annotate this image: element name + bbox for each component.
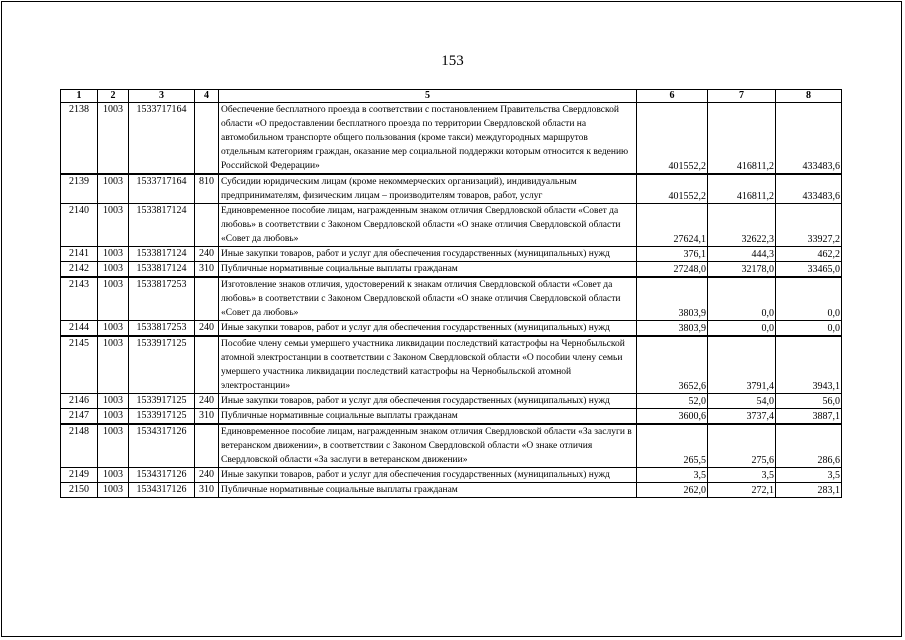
item-description: Изготовление знаков отличия, удостоверений к знакам отличия Свердловской области «Совет да любовь» в соответствии с Законом Свердловской области «О знаке отличия Свердловской области «Совет да любовь» [219,277,637,321]
target-article-code: 1533817124 [129,247,195,262]
budget-table [60,89,842,498]
table-row [61,204,842,247]
target-article-code: 1534317126 [129,483,195,498]
amount-col-7: 272,1 [708,483,776,498]
amount-col-8: 462,2 [776,247,842,262]
amount-col-7: 3737,4 [708,409,776,425]
row-number: 2143 [61,277,98,321]
row-number: 2140 [61,204,98,247]
header-cell: 2 [98,90,129,103]
amount-col-6: 3652,6 [637,336,708,394]
item-description: Публичные нормативные социальные выплаты гражданам [219,262,637,278]
amount-col-8: 283,1 [776,483,842,498]
section-code: 1003 [98,336,129,394]
table-row [61,483,842,498]
expense-type-code: 240 [195,468,219,483]
expense-type-code: 810 [195,174,219,204]
table-row [61,321,842,337]
amount-col-6: 52,0 [637,394,708,409]
expense-type-code [195,103,219,175]
item-description: Пособие члену семьи умершего участника ликвидации последствий катастрофы на Чернобыльской атомной электростанции в соответствии с Законом Свердловской области «О пособии члену семьи умершего участника ликвидации последствий катастрофы на Чернобыльской атомной электростанции» [219,336,637,394]
expense-type-code: 240 [195,247,219,262]
section-code: 1003 [98,103,129,175]
amount-col-8: 433483,6 [776,103,842,175]
amount-col-8: 0,0 [776,277,842,321]
table-row [61,468,842,483]
amount-col-6: 376,1 [637,247,708,262]
expense-type-code: 310 [195,409,219,425]
amount-col-7: 416811,2 [708,174,776,204]
row-number: 2147 [61,409,98,425]
header-cell: 4 [195,90,219,103]
expense-type-code [195,277,219,321]
target-article-code: 1533717164 [129,174,195,204]
amount-col-7: 0,0 [708,321,776,337]
target-article-code: 1533917125 [129,336,195,394]
table-header-row [61,90,842,103]
header-cell: 7 [708,90,776,103]
target-article-code: 1533817124 [129,262,195,278]
target-article-code: 1534317126 [129,424,195,468]
table-row [61,394,842,409]
expense-type-code [195,336,219,394]
amount-col-7: 32622,3 [708,204,776,247]
amount-col-8: 33465,0 [776,262,842,278]
section-code: 1003 [98,247,129,262]
expense-type-code: 310 [195,262,219,278]
header-cell: 3 [129,90,195,103]
item-description: Публичные нормативные социальные выплаты гражданам [219,483,637,498]
item-description: Обеспечение бесплатного проезда в соответствии с постановлением Правительства Свердловской области «О предоставлении бесплатного проезда по территории Свердловской области на автомобильном транспорте общего пользования (кроме такси) междугородных маршрутов отдельным категориям граждан, оказание мер социальной поддержки которым относится к ведению Российской Федерации» [219,103,637,175]
item-description: Единовременное пособие лицам, награжденным знаком отличия Свердловской области «Совет да любовь» в соответствии с Законом Свердловской области «О знаке отличия Свердловской области «Совет да любовь» [219,204,637,247]
row-number: 2141 [61,247,98,262]
amount-col-7: 416811,2 [708,103,776,175]
amount-col-8: 56,0 [776,394,842,409]
item-description: Единовременное пособие лицам, награжденным знаком отличия Свердловской области «За заслуги в ветеранском движении», в соответствии с Законом Свердловской области «О знаке отличия Свердловской области «За заслуги в ветеранском движении» [219,424,637,468]
section-code: 1003 [98,394,129,409]
amount-col-6: 27248,0 [637,262,708,278]
amount-col-8: 286,6 [776,424,842,468]
amount-col-7: 3,5 [708,468,776,483]
amount-col-7: 54,0 [708,394,776,409]
target-article-code: 1533917125 [129,409,195,425]
expense-type-code: 310 [195,483,219,498]
row-number: 2149 [61,468,98,483]
amount-col-6: 27624,1 [637,204,708,247]
table-row [61,336,842,394]
table-row [61,277,842,321]
expense-type-code: 240 [195,321,219,337]
item-description: Субсидии юридическим лицам (кроме некоммерческих организаций), индивидуальным предпринимателям, физическим лицам – производителям товаров, работ, услуг [219,174,637,204]
section-code: 1003 [98,277,129,321]
expense-type-code: 240 [195,394,219,409]
section-code: 1003 [98,174,129,204]
amount-col-6: 262,0 [637,483,708,498]
section-code: 1003 [98,409,129,425]
expense-type-code [195,204,219,247]
amount-col-6: 3600,6 [637,409,708,425]
amount-col-7: 32178,0 [708,262,776,278]
amount-col-7: 3791,4 [708,336,776,394]
row-number: 2145 [61,336,98,394]
amount-col-6: 3803,9 [637,321,708,337]
row-number: 2146 [61,394,98,409]
page-number: 153 [441,53,464,69]
row-number: 2138 [61,103,98,175]
item-description: Иные закупки товаров, работ и услуг для обеспечения государственных (муниципальных) нужд [219,468,637,483]
target-article-code: 1534317126 [129,468,195,483]
amount-col-6: 401552,2 [637,103,708,175]
section-code: 1003 [98,468,129,483]
target-article-code: 1533817253 [129,277,195,321]
expense-type-code [195,424,219,468]
header-cell: 1 [61,90,98,103]
item-description: Иные закупки товаров, работ и услуг для обеспечения государственных (муниципальных) нужд [219,247,637,262]
amount-col-7: 0,0 [708,277,776,321]
header-cell: 6 [637,90,708,103]
section-code: 1003 [98,321,129,337]
target-article-code: 1533817124 [129,204,195,247]
amount-col-8: 3,5 [776,468,842,483]
target-article-code: 1533917125 [129,394,195,409]
section-code: 1003 [98,424,129,468]
item-description: Иные закупки товаров, работ и услуг для обеспечения государственных (муниципальных) нужд [219,394,637,409]
target-article-code: 1533817253 [129,321,195,337]
table-row [61,247,842,262]
table-row [61,424,842,468]
row-number: 2142 [61,262,98,278]
target-article-code: 1533717164 [129,103,195,175]
amount-col-6: 3,5 [637,468,708,483]
row-number: 2144 [61,321,98,337]
table-row [61,409,842,425]
amount-col-6: 265,5 [637,424,708,468]
amount-col-8: 33927,2 [776,204,842,247]
row-number: 2139 [61,174,98,204]
amount-col-6: 3803,9 [637,277,708,321]
row-number: 2148 [61,424,98,468]
section-code: 1003 [98,204,129,247]
header-cell: 8 [776,90,842,103]
amount-col-8: 3887,1 [776,409,842,425]
header-cell: 5 [219,90,637,103]
amount-col-7: 275,6 [708,424,776,468]
row-number: 2150 [61,483,98,498]
amount-col-8: 433483,6 [776,174,842,204]
table-row [61,262,842,278]
item-description: Иные закупки товаров, работ и услуг для обеспечения государственных (муниципальных) нужд [219,321,637,337]
section-code: 1003 [98,262,129,278]
amount-col-8: 0,0 [776,321,842,337]
section-code: 1003 [98,483,129,498]
table-row [61,174,842,204]
table-row [61,103,842,175]
amount-col-7: 444,3 [708,247,776,262]
item-description: Публичные нормативные социальные выплаты гражданам [219,409,637,425]
amount-col-6: 401552,2 [637,174,708,204]
amount-col-8: 3943,1 [776,336,842,394]
